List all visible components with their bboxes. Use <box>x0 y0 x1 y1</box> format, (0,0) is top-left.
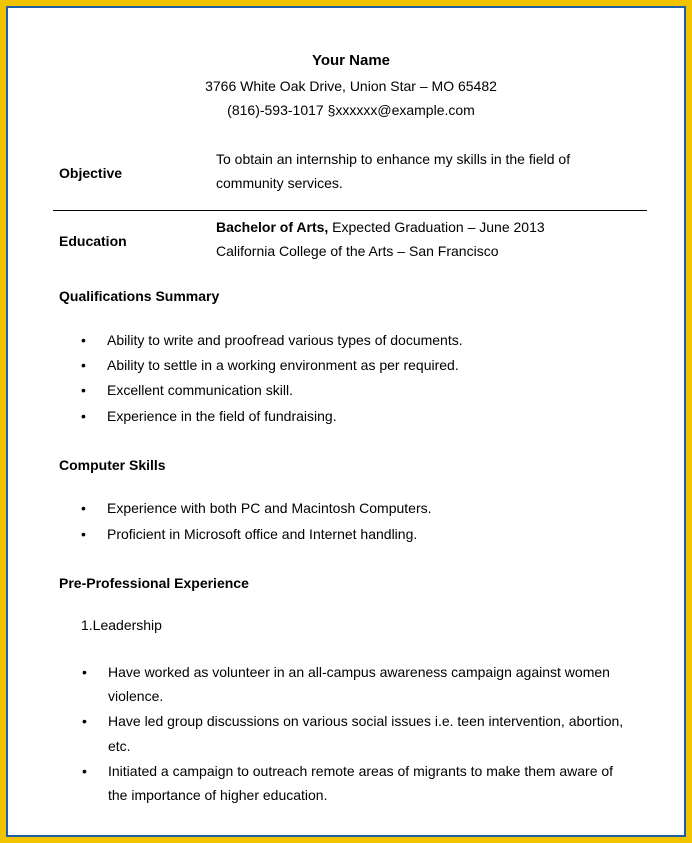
bullet-icon: • <box>81 500 86 516</box>
bullet-icon: • <box>82 664 87 680</box>
bullet-icon: • <box>81 408 86 424</box>
experience-item-line: Have led group discussions on various social issues i.e. teen intervention, abortion, <box>108 713 624 729</box>
education-label: Education <box>59 233 127 249</box>
experience-item-line: violence. <box>108 688 164 704</box>
qualification-item: Experience in the field of fundraising. <box>107 408 337 424</box>
education-degree: Bachelor of Arts, <box>216 219 329 235</box>
computer-skills-heading: Computer Skills <box>59 457 166 473</box>
experience-heading: Pre-Professional Experience <box>59 575 249 591</box>
resume-document <box>6 6 686 837</box>
experience-item-line: Initiated a campaign to outreach remote areas of migrants to make them aware of <box>108 763 614 779</box>
qualifications-heading: Qualifications Summary <box>59 288 220 304</box>
bullet-icon: • <box>82 713 87 729</box>
resume-contact: (816)-593-1017 §xxxxxx@example.com <box>227 102 475 118</box>
bullet-icon: • <box>82 763 87 779</box>
education-school: California College of the Arts – San Francisco <box>216 243 499 259</box>
bullet-icon: • <box>81 526 86 542</box>
experience-item-line: Have worked as volunteer in an all-campus awareness campaign against women <box>108 664 610 680</box>
qualification-item: Excellent communication skill. <box>107 382 293 398</box>
experience-subheading: 1.Leadership <box>81 617 162 633</box>
bullet-icon: • <box>81 332 86 348</box>
bullet-icon: • <box>81 382 86 398</box>
objective-line-2: community services. <box>216 175 343 191</box>
education-graduation: Expected Graduation – June 2013 <box>328 219 545 235</box>
objective-label: Objective <box>59 165 123 181</box>
resume-name: Your Name <box>311 52 391 69</box>
qualification-item: Ability to settle in a working environment as per required. <box>107 357 459 373</box>
education-degree-line <box>216 215 545 239</box>
resume-address: 3766 White Oak Drive, Union Star – MO 65482 <box>205 78 497 94</box>
experience-item-line: the importance of higher education. <box>108 787 328 803</box>
qualification-item: Ability to write and proofread various types of documents. <box>107 332 463 348</box>
computer-skill-item: Proficient in Microsoft office and Internet handling. <box>107 526 418 542</box>
section-divider <box>53 210 647 211</box>
experience-item-line: etc. <box>108 738 131 754</box>
computer-skill-item: Experience with both PC and Macintosh Computers. <box>107 500 432 516</box>
bullet-icon: • <box>81 357 86 373</box>
objective-line-1: To obtain an internship to enhance my skills in the field of <box>216 151 571 167</box>
